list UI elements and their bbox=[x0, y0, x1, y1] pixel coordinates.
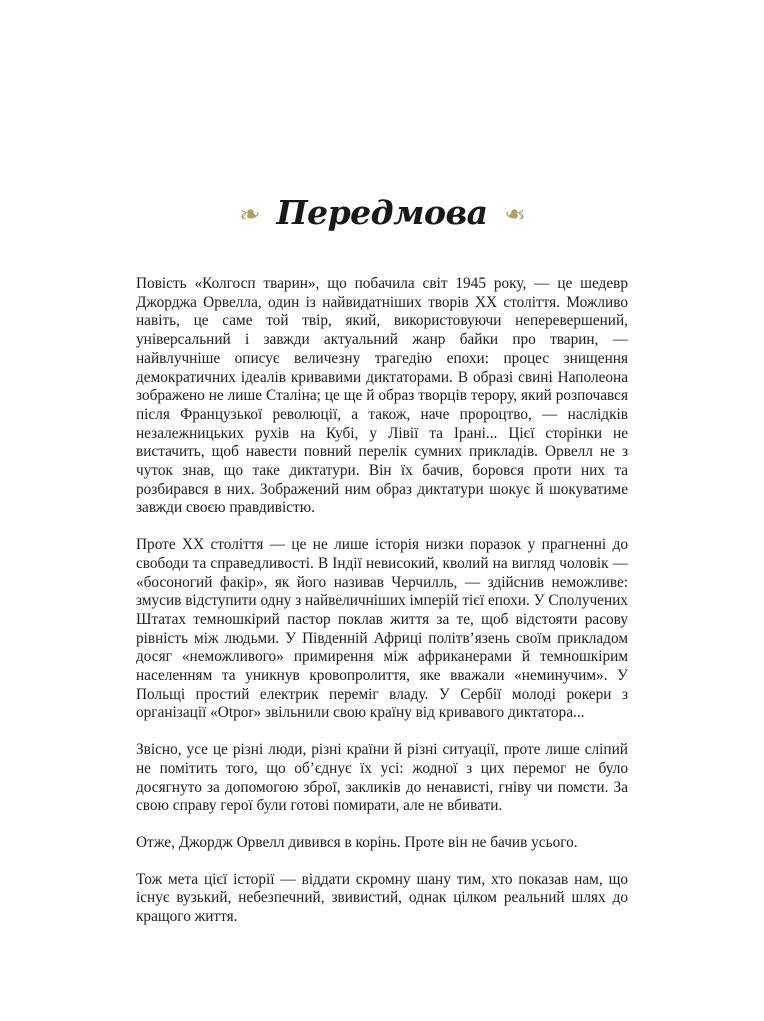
flourish-right-icon: ❧ bbox=[501, 198, 528, 230]
preface-paragraph: Проте ХХ століття — це не лише історія низки поразок у прагненні до свободи та справедливості. В Індії невисокий, кволий на вигляд чоловік — «босоногий факір», як його називав Черчилль, — здійснив неможливе: змусив відступити одну з найвеличніших імперій тієї епохи. У Сполучених Штатах темношкірий пастор поклав життя за те, щоб відстояти расову рівність між людьми. У Південній Африці політв’язень своїм прикладом досяг «неможливого» примирення між африканерами й темношкірим населенням та уникнув кровопролиття, яке вважали «неминучим». У Польщі простий електрик переміг владу. У Сербії молоді рокери з організації «Otpor» звільнили свою країну від кривавого диктатора... bbox=[136, 536, 628, 722]
preface-paragraph: Звісно, усе це різні люди, різні країни й різні ситуації, проте лише сліпий не помітить того, що об’єднує їх усі: жодної з цих перемог не було досягнуто за допомогою зброї, закликів до ненависті, гніву чи помсти. За свою справу герої були готові помирати, але не вбивати. bbox=[136, 741, 628, 815]
preface-body bbox=[136, 275, 628, 927]
preface-paragraph: Тож мета цієї історії — віддати скромну шану тим, хто показав нам, що існує вузький, небезпечний, звивистий, однак цілком реальний шлях до кращого життя. bbox=[136, 870, 628, 926]
chapter-heading bbox=[136, 193, 628, 233]
flourish-left-icon: ❧ bbox=[236, 198, 263, 230]
chapter-title: Передмова bbox=[276, 193, 488, 232]
preface-paragraph: Повість «Колгосп тварин», що побачила світ 1945 року, — це шедевр Джорджа Орвелла, один із найвидатніших творів ХХ століття. Можливо навіть, це саме той твір, який, використовуючи неперевершений, універсальний і завжди актуальний жанр байки про тварин, — найвлучніше описує величезну трагедію епохи: процес знищення демократичних ідеалів кривавими диктаторами. В образі свині Наполеона зображено не лише Сталіна; це ще й образ творців терору, який розпочався після Французької революції, а також, наче пророцтво, — наслідків незалежницьких рухів на Кубі, у Лівії та Ірані... Цієї сторінки не вистачить, щоб навести повний перелік сумних прикладів. Орвелл не з чуток знав, що таке диктатури. Він їх бачив, боровся проти них та розбирався в них. Зображений ним образ диктатури шокує й шокуватиме завжди своєю правдивістю. bbox=[136, 275, 628, 517]
preface-paragraph: Отже, Джордж Орвелл дивився в корінь. Проте він не бачив усього. bbox=[136, 833, 578, 851]
preface-content bbox=[136, 193, 628, 927]
